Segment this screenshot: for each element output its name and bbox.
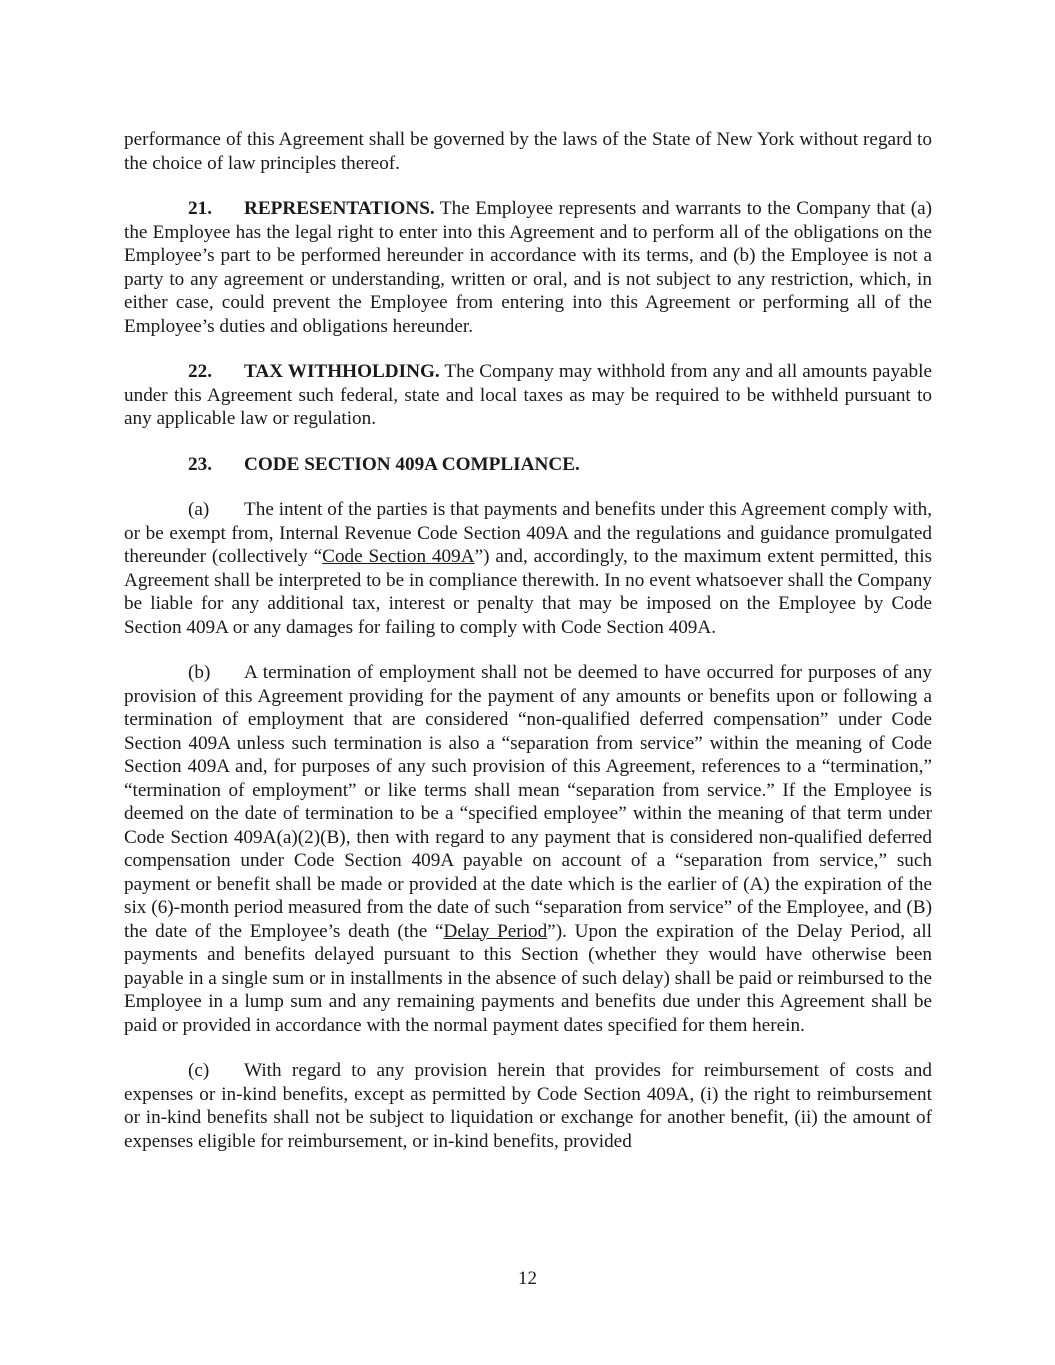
subsection-text: The intent of the parties is that payments and benefits under this Agreement comply with, or be exempt from, Internal Revenue Code Section 409A and the regulations and guidance promulgated thereunder (collectively “	[124, 499, 932, 567]
document-page	[124, 128, 932, 1175]
subsection-23b	[124, 661, 932, 1037]
section-body: The Company may withhold from any and all amounts payable under this Agreement such federal, state and local taxes as may be required to be withheld pursuant to any applicable law or regulation.	[124, 361, 932, 429]
continuation-paragraph: performance of this Agreement shall be governed by the laws of the State of New York without regard to the choice of law principles thereof.	[124, 129, 932, 174]
subsection-23c	[124, 1059, 932, 1153]
page-number: 12	[518, 1268, 537, 1289]
subsection-text: A termination of employment shall not be deemed to have occurred for purposes of any provision of this Agreement providing for the payment of any amounts or benefits upon or following a termination of employment that are considered “non-qualified deferred compensation” under Code Section 409A unless such termination is also a “separation from service” within the meaning of Code Section 409A and, for purposes of any such provision of this Agreement, references to a “termination,” “termination of employment” or like terms shall mean “separation from service.” If the Employee is deemed on the date of termination to be a “specified employee” within the meaning of that term under Code Section 409A(a)(2)(B), then with regard to any payment that is considered non-qualified deferred compensation under Code Section 409A payable on account of a “separation from service,” such payment or benefit shall be made or provided at the date which is the earlier of (A) the expiration of the six (6)-month period measured from the date of such “separation from service” of the Employee, and (B) the date of the Employee’s death (the “	[124, 662, 932, 942]
defined-term: Delay Period	[443, 920, 548, 942]
section-number: 21.	[188, 198, 212, 219]
subsection-text: ”). Upon the expiration of the Delay Period, all payments and benefits delayed pursuant to this Section (whether they would have otherwise been payable in a single sum or in installments in the absence of such delay) shall be paid or reimbursed to the Employee in a lump sum and any remaining payments and benefits due under this Agreement shall be paid or provided in accordance with the normal payment dates specified for them herein.	[124, 920, 932, 1036]
subsection-text: With regard to any provision herein that provides for reimbursement of costs and expenses or in-kind benefits, except as permitted by Code Section 409A, (i) the right to reimbursement or in-kind benefits shall not be subject to liquidation or exchange for another benefit, (ii) the amount of expenses eligible for reimbursement, or in-kind benefits, provided	[124, 1060, 932, 1152]
subsection-label: (c)	[188, 1060, 210, 1081]
section-number: 23.	[188, 453, 212, 475]
subsection-label: (b)	[188, 662, 211, 683]
subsection-label: (a)	[188, 499, 210, 520]
section-21-representations	[124, 197, 932, 338]
section-heading: CODE SECTION 409A COMPLIANCE.	[244, 453, 580, 475]
section-23-heading	[124, 453, 932, 477]
section-body: The Employee represents and warrants to the Company that (a) the Employee has the legal right to enter into this Agreement and to perform all of the obligations on the Employee’s part to be performed hereunder in accordance with its terms, and (b) the Employee is not a party to any agreement or understanding, written or oral, and is not subject to any restriction, which, in either case, could prevent the Employee from entering into this Agreement or performing all of the Employee’s duties and obligations hereunder.	[124, 198, 932, 337]
subsection-23a	[124, 498, 932, 639]
section-heading: REPRESENTATIONS.	[244, 198, 435, 219]
section-22-tax-withholding	[124, 360, 932, 431]
defined-term: Code Section 409A	[322, 546, 475, 567]
section-number: 22.	[188, 361, 212, 382]
subsection-text: ”) and, accordingly, to the maximum extent permitted, this Agreement shall be interpreted to be in compliance therewith. In no event whatsoever shall the Company be liable for any additional tax, interest or penalty that may be imposed on the Employee by Code Section 409A or any damages for failing to comply with Code Section 409A.	[124, 546, 932, 638]
section-heading: TAX WITHHOLDING.	[244, 361, 440, 382]
